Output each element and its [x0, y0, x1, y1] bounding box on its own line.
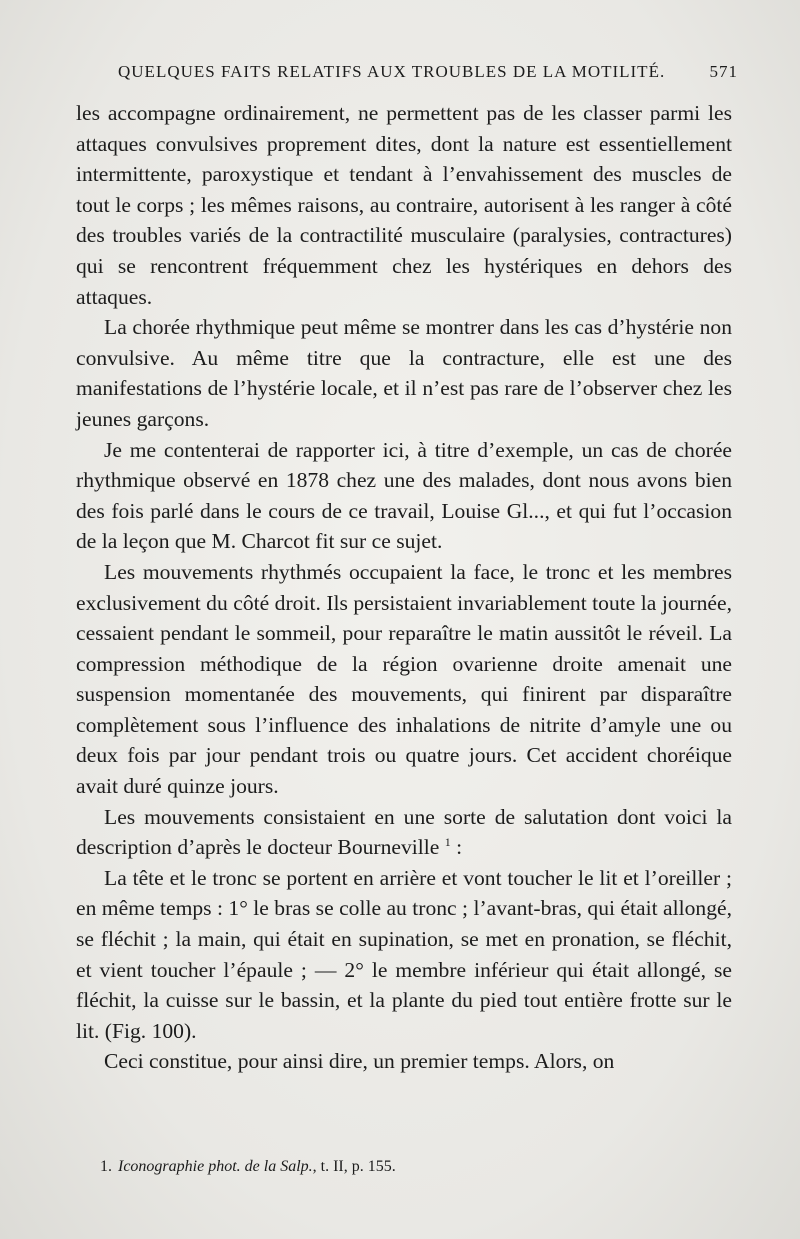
footnote-title: Iconographie phot. de la Salp.	[118, 1158, 313, 1175]
footnote	[100, 1158, 740, 1176]
page-header	[118, 62, 738, 86]
page-number: 571	[709, 62, 738, 81]
footnote-reference-text: , t. II, p. 155.	[312, 1158, 396, 1175]
paragraph-3: Je me contenterai de rapporter ici, à titre d’exemple, un cas de chorée rhythmique observé en 1878 chez une des malades, dont nous avons bien des fois parlé dans le cours de ce travail, Louise Gl..., et qui fut l’occasion de la leçon que M. Charcot fit sur ce sujet.	[76, 437, 732, 554]
paragraph-5	[76, 802, 732, 863]
paragraph-7: Ceci constitue, pour ainsi dire, un premier temps. Alors, on	[104, 1049, 615, 1074]
paragraph-6: La tête et le tronc se portent en arrière et vont toucher le lit et l’oreiller ; en même temps : 1° le bras se colle au tronc ; l’avant-bras, qui était allongé, se fléchit ; la main, qui était en supination, se met en pronation, se fléchit, et vient toucher l’épaule ; — 2° le membre inférieur qui était allongé, se fléchit, la cuisse sur le bassin, et la plante du pied tout entière frotte sur le lit. (Fig. 100).	[76, 865, 732, 1043]
paragraph-1: les accompagne ordinairement, ne permettent pas de les classer parmi les attaques convulsives proprement dites, dont la nature est essentiellement intermittente, paroxystique et tendant à l’envahissement des muscles de tout le corps ; les mêmes raisons, au contraire, autorisent à les ranger à côté des troubles variés de la contractilité musculaire (paralysies, contractures) qui se rencontrent fréquemment chez les hystériques en dehors des attaques.	[76, 101, 732, 309]
paragraph-5-tail: :	[450, 835, 463, 860]
paragraph-5-text: Les mouvements consistaient en une sorte de salutation dont voici la description d’après le docteur Bourneville	[76, 804, 732, 860]
footnote-number: 1.	[100, 1158, 112, 1175]
paragraph-2: La chorée rhythmique peut même se montrer dans les cas d’hystérie non convulsive. Au même titre que la contracture, elle est une des manifestations de l’hystérie locale, et il n’est pas rare de l’observer chez les jeunes garçons.	[76, 315, 732, 431]
paragraph-4: Les mouvements rhythmés occupaient la face, le tronc et les membres exclusivement du côté droit. Ils persistaient invariablement toute la journée, cessaient pendant le sommeil, pour reparaître le matin aussitôt le réveil. La compression méthodique de la région ovarienne droite amenait une suspension momentanée des mouvements, qui finirent par disparaître complètement sous l’influence des inhalations de nitrite d’amyle une ou deux fois par jour pendant trois ou quatre jours. Cet accident choréique avait duré quinze jours.	[76, 559, 732, 799]
footnote-reference: 1	[444, 835, 451, 850]
body-text	[76, 98, 732, 1077]
running-title: QUELQUES FAITS RELATIFS AUX TROUBLES DE LA MOTILITÉ.	[118, 62, 666, 81]
